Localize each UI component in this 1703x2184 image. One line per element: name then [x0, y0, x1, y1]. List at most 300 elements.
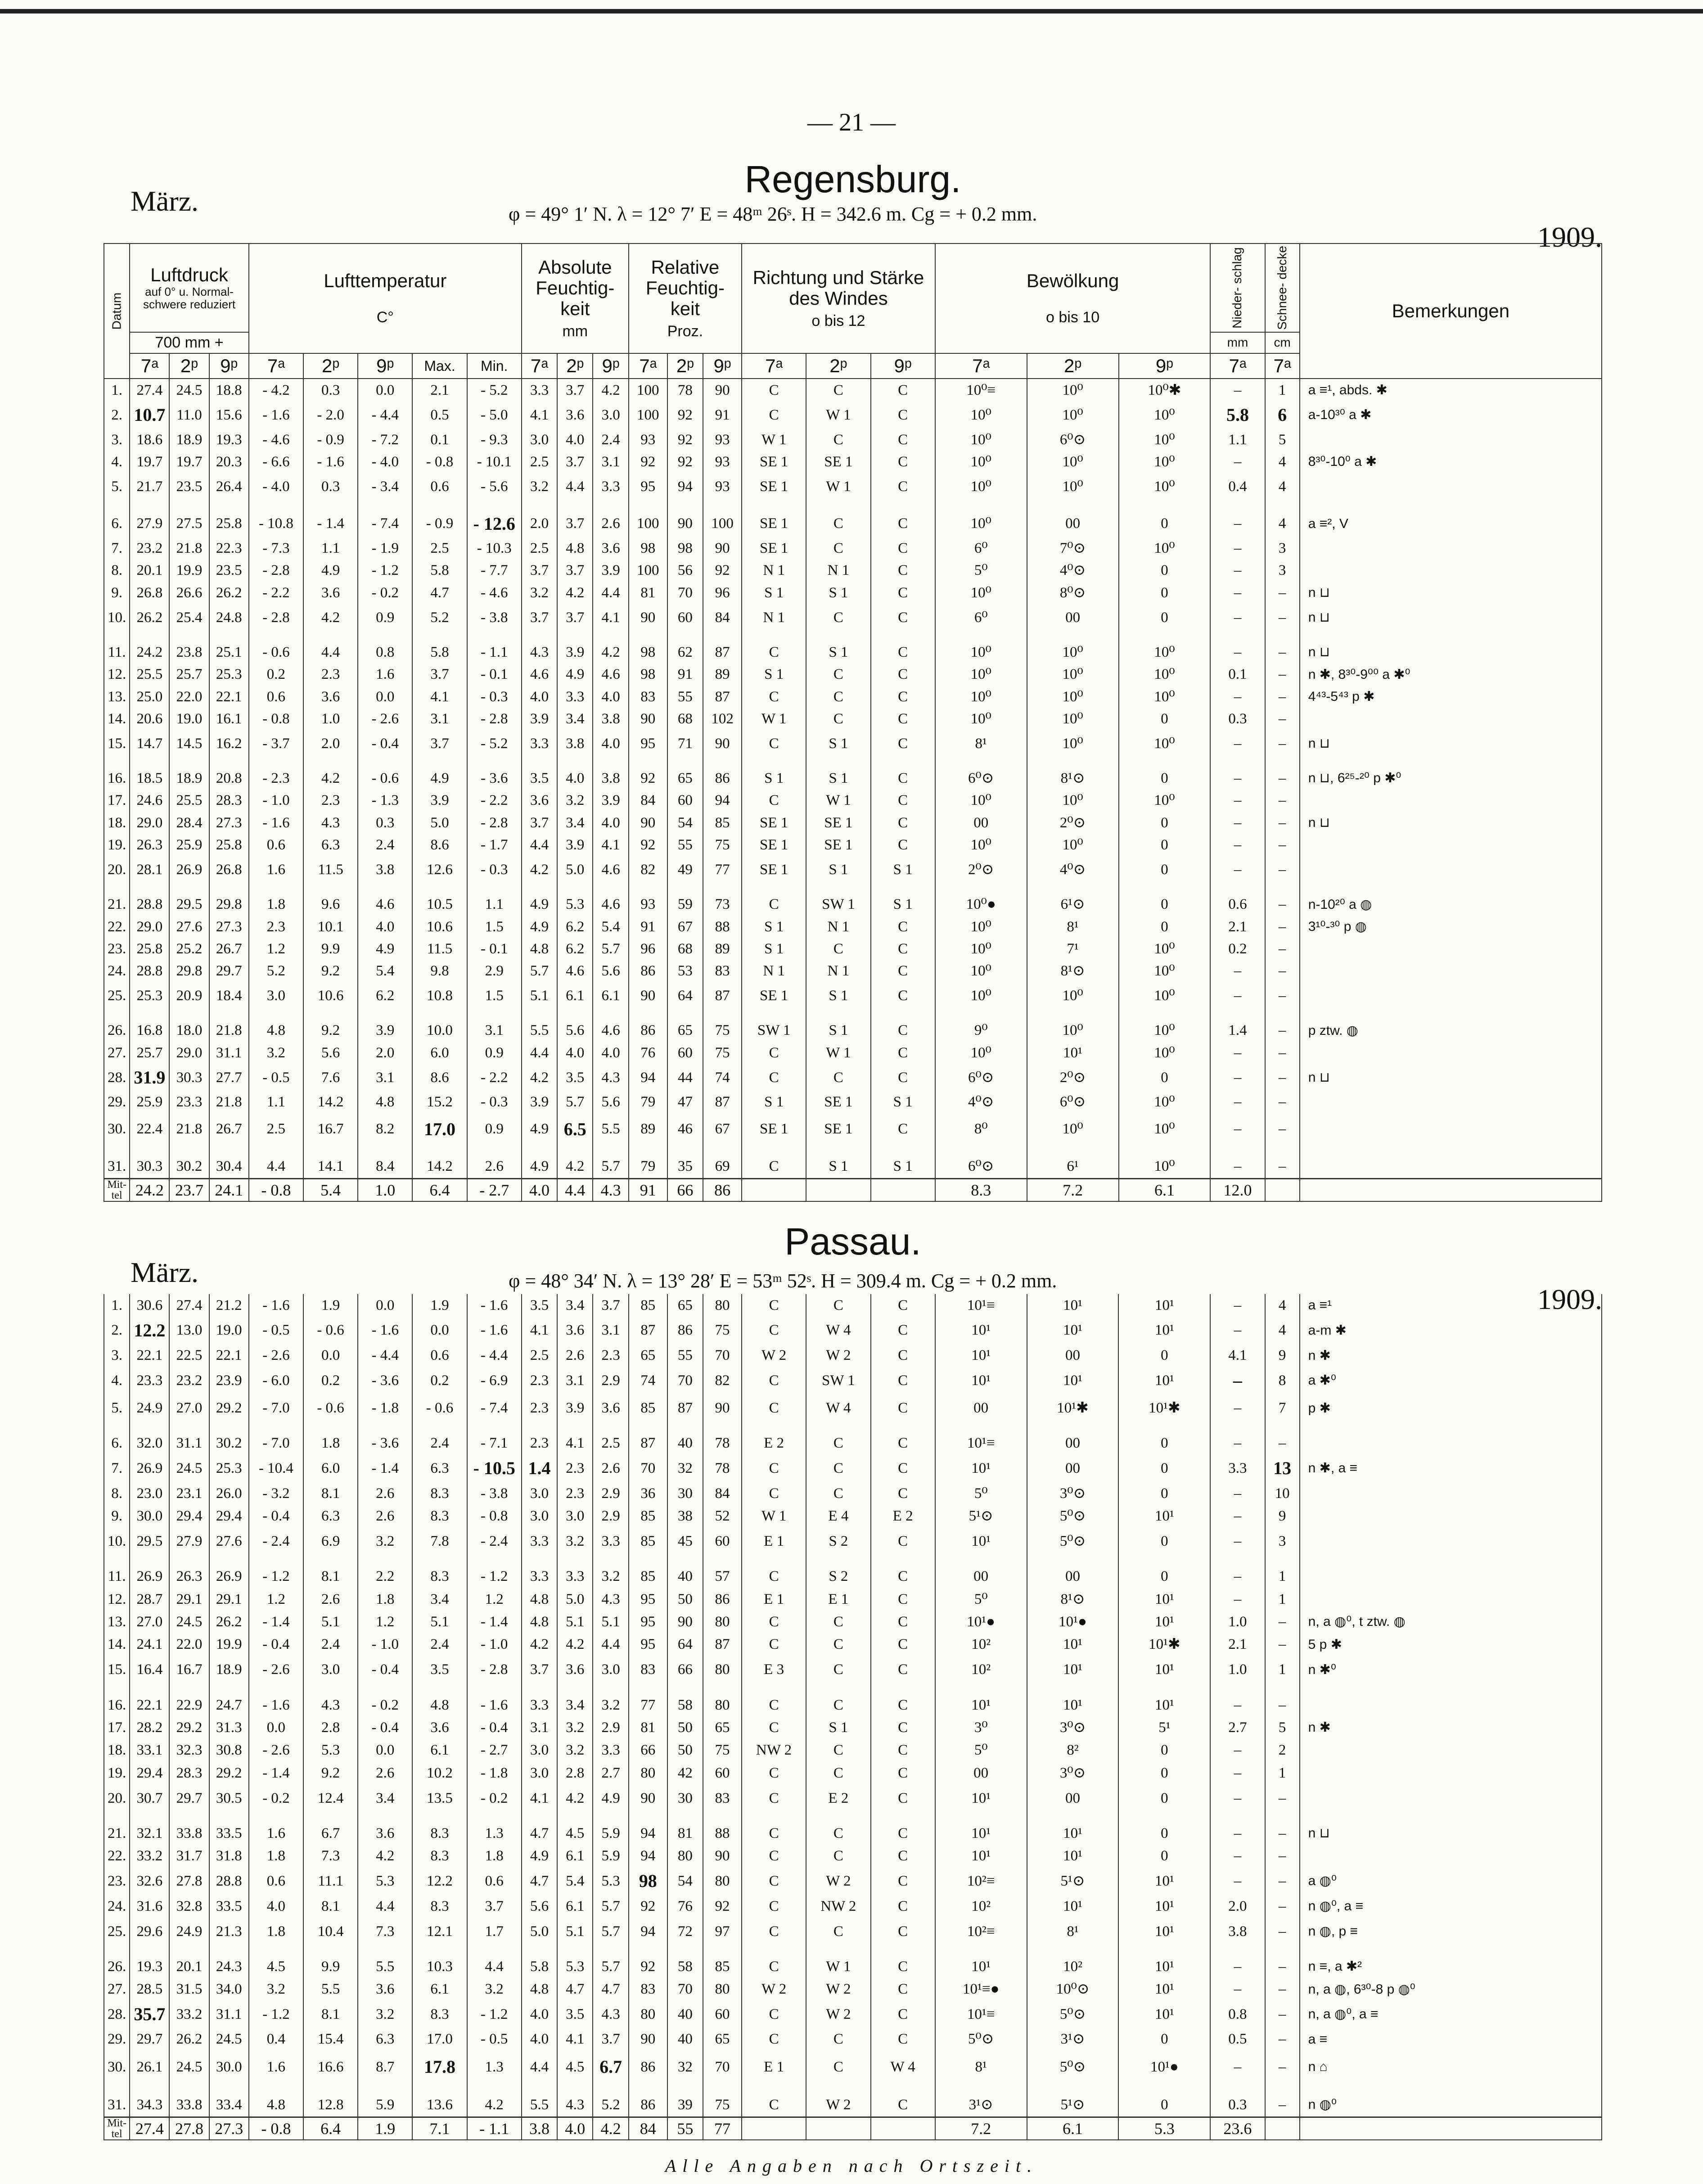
rel-humidity-9p-cell: 97 [703, 1918, 742, 1955]
cloud-7a-cell: 10⁰ [935, 983, 1027, 1020]
temp-7a-cell: - 7.3 [249, 537, 303, 560]
wind-2p-cell: E 2 [806, 1784, 870, 1822]
temp-min-cell: - 0.4 [467, 1716, 522, 1739]
wind-2p-cell: W 4 [806, 1394, 870, 1432]
wind-9p-cell: C [871, 730, 935, 767]
temp-9p-cell: 5.3 [358, 1868, 412, 1895]
cloud-9p-cell: 10⁰ [1119, 960, 1211, 982]
abs-humidity-2p-cell: 3.1 [557, 1367, 593, 1394]
cloud-7a-cell: 10⁰ [935, 708, 1027, 730]
remarks-cell: 8³⁰-10⁰ a ✱ [1300, 451, 1602, 473]
date-cell: 22. [104, 1845, 130, 1867]
remarks-cell: n ⊔ [1300, 604, 1602, 641]
snow-cover-cell: – [1265, 1611, 1300, 1633]
temp-min-cell: - 1.6 [467, 1317, 522, 1344]
temp-7a-cell: - 6.0 [249, 1367, 303, 1394]
temp-2p-cell: 4.9 [303, 560, 358, 582]
wind-2p-cell: C [806, 1656, 870, 1694]
temp-max-cell: 5.8 [412, 560, 467, 582]
abs-humidity-2p-cell: 3.8 [557, 730, 593, 767]
abs-humidity-9p-cell: 3.1 [593, 1317, 628, 1344]
remarks-cell: a-m ✱ [1300, 1317, 1602, 1344]
temp-min-cell: - 3.8 [467, 1482, 522, 1505]
abs-humidity-7a-cell: 1.4 [522, 1455, 557, 1482]
remarks-cell: a ◍⁰ [1300, 1868, 1602, 1895]
precipitation-cell: – [1210, 1739, 1265, 1762]
temp-max-cell: 12.2 [412, 1868, 467, 1895]
pressure-2p-cell: 22.0 [169, 1633, 209, 1656]
rel-humidity-2p-cell: 60 [667, 1042, 703, 1064]
wind-7a-cell: W 2 [742, 1978, 806, 2000]
remarks-cell [1300, 960, 1602, 982]
pressure-7a-cell: 18.5 [130, 767, 169, 790]
wind-7a-cell: S 1 [742, 582, 806, 604]
snow-cover-cell: 4 [1265, 451, 1300, 473]
temp-2p-cell: 14.1 [303, 1155, 358, 1178]
precipitation-cell: 3.3 [1210, 1455, 1265, 1482]
abs-humidity-9p-cell: 5.6 [593, 960, 628, 982]
date-cell: 4. [104, 1367, 130, 1394]
wind-7a-cell: C [742, 1482, 806, 1505]
temp-9p-cell: 3.8 [358, 856, 412, 893]
wind-9p-cell: C [871, 1868, 935, 1895]
cloud-2p-cell: 5⁰⊙ [1027, 1505, 1119, 1527]
cloud-9p-cell: 0 [1119, 834, 1211, 856]
pressure-2p-cell: 22.9 [169, 1694, 209, 1716]
abs-humidity-2p-cell: 6.5 [557, 1113, 593, 1155]
temp-min-cell: 3.1 [467, 1020, 522, 1042]
table-row [104, 1716, 1602, 1739]
cloud-7a-cell: 10⁰ [935, 916, 1027, 938]
abs-humidity-7a-cell: 3.7 [522, 1656, 557, 1694]
cloud-9p-cell: 10¹ [1118, 1694, 1210, 1716]
table-row [104, 2094, 1602, 2117]
temp-min-cell: - 2.4 [467, 1528, 522, 1566]
rel-humidity-2p-cell: 71 [667, 730, 703, 767]
wind-9p-cell: C [871, 473, 935, 510]
rel-humidity-2p-cell: 92 [667, 402, 703, 429]
date-cell: 8. [104, 1482, 130, 1505]
station-title: Passau. [784, 1220, 921, 1263]
rel-humidity-9p-cell: 74 [703, 1064, 742, 1091]
temp-9p-cell: - 2.6 [358, 708, 412, 730]
wind-9p-cell: C [871, 379, 935, 402]
pressure-7a-cell: 29.0 [130, 916, 169, 938]
abs-humidity-9p-cell: 3.7 [593, 2028, 628, 2051]
rel-humidity-7a-cell: 65 [629, 1344, 667, 1367]
pressure-9p-cell: 26.4 [209, 473, 249, 510]
rel-humidity-2p-cell: 91 [667, 663, 703, 686]
wind-9p-cell: C [871, 708, 935, 730]
col-2p: 2ᵖ [667, 353, 703, 379]
pressure-7a-cell: 24.1 [130, 1633, 169, 1656]
mean-row [104, 2117, 1602, 2140]
abs-humidity-9p-cell: 4.2 [593, 641, 628, 663]
temp-9p-cell: 3.2 [358, 1528, 412, 1566]
rel-humidity-2p-cell: 55 [667, 1344, 703, 1367]
temp-2p-cell: 9.2 [303, 1762, 358, 1784]
col-9p: 9ᵖ [871, 353, 935, 379]
abs-humidity-2p-cell: 3.5 [557, 2001, 593, 2028]
rel-humidity-2p-cell: 68 [667, 938, 703, 960]
temp-7a-cell: - 0.4 [249, 1633, 303, 1656]
temp-9p-cell: - 1.9 [358, 537, 412, 560]
snow-cover-cell: 4 [1265, 510, 1300, 537]
cloud-9p-cell: 0 [1118, 1822, 1210, 1845]
cloud-7a-cell: 10⁰ [935, 510, 1027, 537]
table-row [104, 1633, 1602, 1656]
pressure-2p-cell: 18.9 [169, 767, 209, 790]
temp-9p-cell: 2.6 [358, 1505, 412, 1527]
temp-9p-cell: - 7.4 [358, 510, 412, 537]
col-7a: 7ᵃ [742, 353, 806, 379]
temp-7a-cell: - 3.7 [249, 730, 303, 767]
remarks-cell: n ⊔ [1300, 730, 1602, 767]
pressure-9p-cell: 29.1 [209, 1588, 249, 1611]
pressure-7a-cell: 27.9 [130, 510, 169, 537]
cloud-7a-cell: 6⁰⊙ [935, 767, 1027, 790]
wind-9p-cell: C [871, 960, 935, 982]
temp-2p-cell: 9.2 [303, 960, 358, 982]
rel-humidity-7a-cell: 98 [629, 537, 667, 560]
temp-2p-cell: 9.2 [303, 1020, 358, 1042]
snow-cover-cell: – [1265, 834, 1300, 856]
rel-humidity-9p-cell: 60 [703, 1762, 742, 1784]
pressure-2p-cell: 32.3 [169, 1739, 209, 1762]
abs-humidity-9p-cell: 3.7 [593, 1294, 628, 1317]
cloud-7a-cell: 5⁰ [935, 1482, 1027, 1505]
precipitation-cell: – [1210, 834, 1265, 856]
wind-9p-cell: C [871, 1367, 935, 1394]
snow-cover-cell: – [1265, 1113, 1300, 1155]
pressure-9p-cell: 20.8 [209, 767, 249, 790]
cloud-7a-cell: 10¹ [935, 1528, 1027, 1566]
pressure-7a-cell: 26.2 [130, 604, 169, 641]
pressure-2p-cell: 31.7 [169, 1845, 209, 1867]
station-coordinates: φ = 48° 34′ N. λ = 13° 28′ E = 53ᵐ 52ˢ. H = 309.4 m. Cg = + 0.2 mm. [509, 1270, 1057, 1292]
cloud-7a-cell: 10⁰ [935, 429, 1027, 451]
wind-9p-cell: C [871, 1455, 935, 1482]
wind-9p-cell: C [871, 2001, 935, 2028]
temp-2p-cell: 3.0 [303, 1656, 358, 1694]
station-title: Regensburg. [744, 158, 961, 200]
abs-humidity-7a-cell: 3.0 [522, 429, 557, 451]
temp-9p-cell: 2.6 [358, 1762, 412, 1784]
temp-max-cell: 4.9 [412, 767, 467, 790]
wind-2p-cell: C [806, 1064, 870, 1091]
temp-min-cell: - 5.0 [467, 402, 522, 429]
wind-2p-cell: C [806, 1633, 870, 1656]
abs-humidity-7a-cell: 3.3 [522, 1566, 557, 1588]
precipitation-cell: 4.1 [1210, 1344, 1265, 1367]
remarks-cell: p ztw. ◍ [1300, 1020, 1602, 1042]
cloud-2p-cell: 10⁰⊙ [1027, 1978, 1119, 2000]
precipitation-cell: – [1210, 767, 1265, 790]
temp-2p-cell: 5.3 [303, 1739, 358, 1762]
pressure-9p-cell: 24.8 [209, 604, 249, 641]
regensburg-section [104, 158, 1602, 1211]
cloud-7a-cell: 10⁰ [935, 582, 1027, 604]
cloud-7a-cell: 10¹ [935, 1367, 1027, 1394]
temp-max-cell: 17.8 [412, 2051, 467, 2094]
rel-humidity-9p-cell: 92 [703, 1895, 742, 1918]
date-cell: 31. [104, 1155, 130, 1178]
table-row [104, 790, 1602, 812]
rel-humidity-9p-cell: 75 [703, 2094, 742, 2117]
abs-humidity-2p-cell: 4.6 [557, 960, 593, 982]
abs-humidity-2p-cell: 4.0 [557, 767, 593, 790]
table-row [104, 537, 1602, 560]
table-row [104, 1020, 1602, 1042]
cloud-9p-cell: 10⁰ [1119, 451, 1211, 473]
temp-7a-cell: - 6.6 [249, 451, 303, 473]
temp-max-cell: 0.1 [412, 429, 467, 451]
rel-humidity-7a-cell: 100 [629, 510, 667, 537]
table-row [104, 379, 1602, 402]
wind-9p-cell: C [871, 1955, 935, 1978]
temp-9p-cell: 4.6 [358, 893, 412, 916]
pressure-9p-cell: 30.0 [209, 2051, 249, 2094]
rel-humidity-9p-cell: 92 [703, 560, 742, 582]
rel-humidity-7a-mean: 91 [629, 1179, 667, 1202]
abs-humidity-9p-cell: 4.0 [593, 1042, 628, 1064]
temp-7a-cell: 4.4 [249, 1155, 303, 1178]
abs-humidity-7a-cell: 3.2 [522, 582, 557, 604]
pressure-2p-cell: 25.9 [169, 834, 209, 856]
pressure-7a-cell: 25.9 [130, 1091, 169, 1113]
temp-max-cell: 1.9 [412, 1294, 467, 1317]
temp-max-cell: 3.5 [412, 1656, 467, 1694]
cloud-2p-cell: 10¹ [1027, 1317, 1119, 1344]
top-border [0, 9, 1703, 14]
rel-humidity-9p-cell: 93 [703, 473, 742, 510]
table-row [104, 663, 1602, 686]
wind-9p-cell: C [871, 834, 935, 856]
abs-humidity-7a-cell: 4.8 [522, 1588, 557, 1611]
cloud-7a-cell: 4⁰⊙ [935, 1091, 1027, 1113]
wind-9p-cell: C [871, 1294, 935, 1317]
temp-7a-cell: 3.0 [249, 983, 303, 1020]
wind-2p-cell: S 1 [806, 1020, 870, 1042]
temp-max-cell: 6.3 [412, 1455, 467, 1482]
rel-humidity-2p-mean: 55 [667, 2117, 703, 2140]
temp-9p-cell: - 1.0 [358, 1633, 412, 1656]
temp-9p-cell: 4.2 [358, 1845, 412, 1867]
temp-9p-cell: 3.9 [358, 1020, 412, 1042]
rel-humidity-9p-cell: 87 [703, 983, 742, 1020]
cloud-9p-cell: 10⁰ [1119, 1091, 1211, 1113]
remarks-cell: n ✱, 8³⁰-9⁰⁰ a ✱⁰ [1300, 663, 1602, 686]
cloud-7a-cell: 10⁰ [935, 834, 1027, 856]
footnote: Alle Angaben nach Ortszeit. [665, 2156, 1038, 2176]
wind-7a-cell: SE 1 [742, 473, 806, 510]
rel-humidity-2p-cell: 44 [667, 1064, 703, 1091]
temp-min-cell: - 10.1 [467, 451, 522, 473]
precipitation-cell: – [1210, 1155, 1265, 1178]
year-label: 1909. [1537, 221, 1602, 253]
cloud-7a-cell: 10⁰ [935, 790, 1027, 812]
temp-min-cell: - 7.7 [467, 560, 522, 582]
precipitation-cell: – [1210, 2051, 1265, 2094]
wind-9p-cell: C [871, 1064, 935, 1091]
pressure-9p-cell: 22.3 [209, 537, 249, 560]
abs-humidity-2p-cell: 3.9 [557, 1394, 593, 1432]
rel-humidity-7a-cell: 94 [629, 1845, 667, 1867]
pressure-9p-cell: 25.8 [209, 834, 249, 856]
abs-humidity-7a-cell: 3.7 [522, 812, 557, 834]
abs-humidity-9p-cell: 2.7 [593, 1762, 628, 1784]
rel-humidity-2p-cell: 78 [667, 379, 703, 402]
pressure-9p-cell: 16.1 [209, 708, 249, 730]
rel-humidity-9p-cell: 90 [703, 1394, 742, 1432]
temp-9p-cell: 2.4 [358, 834, 412, 856]
remarks-cell: n ◍⁰ [1300, 2094, 1602, 2117]
temp-2p-cell: 5.6 [303, 1042, 358, 1064]
cloud-9p-cell: 10¹ [1118, 1367, 1210, 1394]
date-cell: 11. [104, 641, 130, 663]
cloud-9p-cell: 0 [1119, 916, 1211, 938]
rel-humidity-9p-cell: 73 [703, 893, 742, 916]
pressure-9p-cell: 31.1 [209, 2001, 249, 2028]
pressure-9p-cell: 26.7 [209, 1113, 249, 1155]
precipitation-cell: 2.0 [1210, 1895, 1265, 1918]
temp-7a-cell: 1.2 [249, 938, 303, 960]
date-cell: 15. [104, 1656, 130, 1694]
pressure-2p-cell: 29.2 [169, 1716, 209, 1739]
precip-unit: mm [1210, 332, 1265, 353]
precipitation-cell: – [1210, 1042, 1265, 1064]
temp-min-cell: 1.7 [467, 1918, 522, 1955]
temp-max-cell: 6.0 [412, 1042, 467, 1064]
abs-humidity-2p-cell: 4.0 [557, 429, 593, 451]
temp-max-cell: 10.8 [412, 983, 467, 1020]
rel-humidity-9p-cell: 102 [703, 708, 742, 730]
abs-humidity-9p-cell: 2.5 [593, 1432, 628, 1455]
snow-cover-cell: 1 [1265, 1588, 1300, 1611]
precipitation-cell: 2.1 [1210, 916, 1265, 938]
temp-9p-cell: - 7.2 [358, 429, 412, 451]
wind-2p-cell: S 1 [806, 983, 870, 1020]
table-row [104, 604, 1602, 641]
abs-humidity-7a-cell: 3.6 [522, 790, 557, 812]
cloud-7a-cell: 10⁰ [935, 473, 1027, 510]
date-cell: 29. [104, 1091, 130, 1113]
cloud-9p-cell: 0 [1118, 1739, 1210, 1762]
rel-humidity-9p-cell: 82 [703, 1367, 742, 1394]
temp-9p-cell: - 1.8 [358, 1394, 412, 1432]
date-cell: 9. [104, 1505, 130, 1527]
cloud-9p-mean: 6.1 [1119, 1179, 1211, 1202]
table-row [104, 1762, 1602, 1784]
rel-humidity-2p-cell: 54 [667, 1868, 703, 1895]
pressure-7a-cell: 31.6 [130, 1895, 169, 1918]
remarks-cell [1300, 1762, 1602, 1784]
abs-humidity-9p-cell: 3.1 [593, 451, 628, 473]
rel-humidity-2p-cell: 66 [667, 1656, 703, 1694]
rel-humidity-9p-cell: 57 [703, 1566, 742, 1588]
rel-humidity-9p-cell: 84 [703, 604, 742, 641]
cloud-7a-cell: 10¹ [935, 1455, 1027, 1482]
precipitation-cell: – [1210, 1113, 1265, 1155]
abs-humidity-7a-cell: 5.1 [522, 983, 557, 1020]
date-cell: 27. [104, 1042, 130, 1064]
abs-humidity-2p-cell: 3.2 [557, 1528, 593, 1566]
abs-humidity-7a-cell: 2.3 [522, 1432, 557, 1455]
temp-9p-cell: - 1.3 [358, 790, 412, 812]
cloud-9p-cell: 10⁰ [1119, 473, 1211, 510]
col-min: Min. [467, 353, 522, 379]
cloud-7a-cell: 10¹ [935, 1694, 1027, 1716]
pressure-7a-cell: 22.1 [130, 1694, 169, 1716]
cloud-2p-cell: 00 [1027, 1344, 1119, 1367]
abs-humidity-9p-cell: 3.3 [593, 1739, 628, 1762]
temp-2p-cell: 1.9 [303, 1294, 358, 1317]
cloud-2p-cell: 10¹✱ [1027, 1394, 1119, 1432]
wind-2p-cell: C [806, 663, 870, 686]
temp-max-cell: 5.2 [412, 604, 467, 641]
temp-7a-cell: - 4.2 [249, 379, 303, 402]
cloud-2p-cell: 10⁰ [1027, 641, 1119, 663]
pressure-7a-cell: 31.9 [130, 1064, 169, 1091]
col-9p: 9ᵖ [593, 353, 628, 379]
cloud-9p-cell: 10⁰ [1119, 641, 1211, 663]
rel-humidity-2p-cell: 35 [667, 1155, 703, 1178]
temp-max-cell: 8.3 [412, 1845, 467, 1867]
remarks-cell: a ≡¹ [1300, 1294, 1602, 1317]
temp-2p-cell: - 2.0 [303, 402, 358, 429]
wind-7a-cell: C [742, 1694, 806, 1716]
rel-humidity-7a-cell: 86 [629, 2051, 667, 2094]
cloud-9p-cell: 0 [1118, 2028, 1210, 2051]
col-9p: 9ᵖ [209, 353, 249, 379]
abs-humidity-7a-cell: 4.0 [522, 2001, 557, 2028]
rel-humidity-2p-cell: 40 [667, 1566, 703, 1588]
pressure-2p-cell: 30.3 [169, 1064, 209, 1091]
rel-humidity-2p-cell: 54 [667, 812, 703, 834]
col-2p: 2ᵖ [169, 353, 209, 379]
abs-humidity-7a-cell: 4.1 [522, 402, 557, 429]
pressure-9p-cell: 31.8 [209, 1845, 249, 1867]
table-row [104, 582, 1602, 604]
temp-min-cell: 0.9 [467, 1042, 522, 1064]
cloud-9p-cell: 10⁰ [1119, 686, 1211, 708]
cloud-2p-cell: 6¹ [1027, 1155, 1119, 1178]
pressure-9p-cell: 26.9 [209, 1566, 249, 1588]
rel-humidity-7a-cell: 90 [629, 604, 667, 641]
temp-7a-cell: - 2.6 [249, 1656, 303, 1694]
snow-cover-cell: 5 [1265, 429, 1300, 451]
wind-9p-cell: C [871, 767, 935, 790]
pressure-9p-cell: 21.8 [209, 1091, 249, 1113]
abs-humidity-7a-cell: 2.3 [522, 1394, 557, 1432]
pressure-9p-cell: 27.3 [209, 916, 249, 938]
temp-9p-cell: 2.6 [358, 1482, 412, 1505]
pressure-9p-cell: 26.0 [209, 1482, 249, 1505]
rel-humidity-2p-mean: 66 [667, 1179, 703, 1202]
wind-7a-cell: C [742, 1455, 806, 1482]
temp-7a-cell: - 10.8 [249, 510, 303, 537]
abs-humidity-2p-cell: 4.2 [557, 1784, 593, 1822]
abs-humidity-9p-cell: 2.9 [593, 1716, 628, 1739]
wind-9p-cell: C [871, 604, 935, 641]
wind-9p-cell: C [871, 1042, 935, 1064]
temp-9p-cell: 0.0 [358, 1294, 412, 1317]
pressure-9p-cell: 33.5 [209, 1895, 249, 1918]
pressure-9p-cell: 23.5 [209, 560, 249, 582]
precipitation-cell: – [1210, 379, 1265, 402]
wind-9p-cell: C [871, 1020, 935, 1042]
cloud-2p-cell: 5¹⊙ [1027, 2094, 1119, 2117]
